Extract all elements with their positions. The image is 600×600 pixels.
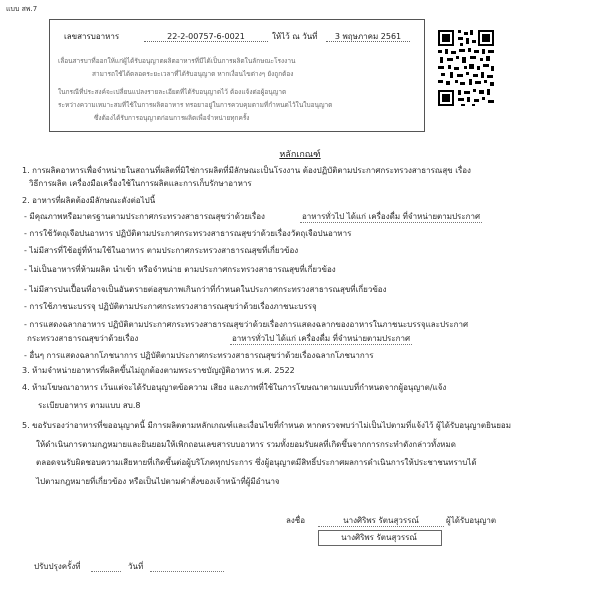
signature-name: นางศิริพร รัตนสุวรรณ์ bbox=[318, 516, 444, 527]
signature-name-print: นางศิริพร รัตนสุวรรณ์ bbox=[341, 533, 417, 542]
qr-code-icon bbox=[436, 28, 496, 108]
condition-4: 4. ห้ามโฆษณาอาหาร เว้นแต่จะได้รับอนุญาตข้อความ เสียง และภาพที่ใช้ในการโฆษณาตามแบบที่กำหนดจากผู้อนุญาต/แจ้ง bbox=[22, 383, 447, 392]
issued-date-value: 3 พฤษภาคม 2561 bbox=[326, 32, 410, 42]
updated-label: ปรับปรุงครั้งที่ bbox=[34, 562, 81, 571]
condition-5-line3: ตลอดจนรับผิดชอบความเสียหายที่เกิดขึ้นต่อผู้บริโภคทุกประการ ซึ่งผู้อนุญาตมีสิทธิ์ประกาศผลการดำเนินการให้ประชาชนทราบได้ bbox=[36, 458, 477, 467]
condition-2h: - อื่นๆ การแสดงฉลากโภชนาการ ปฏิบัติตามประกาศกระทรวงสาธารณสุขว่าด้วยเรื่องฉลากโภชนาการ bbox=[24, 351, 374, 360]
updated-date-label: วันที่ bbox=[128, 562, 144, 571]
condition-3: 3. ห้ามจำหน่ายอาหารที่ผลิตขึ้นไม่ถูกต้องตามพระราชบัญญัติอาหาร พ.ศ. 2522 bbox=[22, 366, 295, 375]
conditions-title: หลักเกณฑ์ bbox=[279, 150, 321, 160]
condition-2g: - การแสดงฉลากอาหาร ปฏิบัติตามประกาศกระทรวงสาธารณสุขว่าด้วยเรื่องการแสดงฉลากของอาหารในภาชนะบรรจุและประกาศ bbox=[24, 320, 469, 329]
cert-number-label: เลขสารบอาหาร bbox=[64, 32, 120, 41]
header-note-3: ในกรณีที่ประสงค์จะเปลี่ยนแปลงรายละเอียดที่ได้รับอนุญาตไว้ ต้องแจ้งต่อผู้อนุญาต bbox=[58, 88, 287, 96]
condition-5-line4: ไปตามกฎหมายที่เกี่ยวข้อง หรือเป็นไปตามคำสั่งของเจ้าหน้าที่ผู้มีอำนาจ bbox=[36, 477, 280, 486]
condition-2g-cont: กระทรวงสาธารณสุขว่าด้วยเรื่อง bbox=[27, 334, 139, 343]
condition-2: 2. อาหารที่ผลิตต้องมีลักษณะดังต่อไปนี้ bbox=[22, 196, 156, 205]
condition-1-cont: วิธีการผลิต เครื่องมือเครื่องใช้ในการผลิตและการเก็บรักษาอาหาร bbox=[29, 179, 252, 188]
condition-2d: - ไม่เป็นอาหารที่ห้ามผลิต นำเข้า หรือจำหน่าย ตามประกาศกระทรวงสาธารณสุขที่เกี่ยวข้อง bbox=[24, 265, 336, 274]
condition-2a-value: อาหารทั่วไป ได้แก่ เครื่องดื่ม ที่จำหน่ายตามประกาศ bbox=[302, 212, 481, 221]
header-note-4: ระหว่างความเหมาะสมที่ใช้ในการผลิตอาหาร ทรอยาอยู่ในการควบคุมตามที่กำหนดไว้ในใบอนุญาต bbox=[58, 101, 333, 109]
condition-4-cont: ระเบียบอาหาร ตามแบบ สบ.8 bbox=[38, 401, 141, 410]
condition-5: 5. ขอรับรองว่าอาหารที่ขออนุญาตนี้ มีการผลิตตามหลักเกณฑ์และเงื่อนไขที่กำหนด หากตรวจพบว่าไม่เป็นไปตามที่แจ้งไว้ ผู้ได้รับอนุญาตยินยอม bbox=[22, 421, 511, 430]
condition-1: 1. การผลิตอาหารเพื่อจำหน่ายในสถานที่ผลิตที่มิใช่การผลิตที่มีลักษณะเป็นโรงงาน ต้องปฏิบัติตามประกาศกระทรวงสาธารณสุข เรื่อง bbox=[22, 166, 471, 175]
condition-2f: - การใช้ภาชนะบรรจุ ปฏิบัติตามประกาศกระทรวงสาธารณสุขว่าด้วยเรื่องภาชนะบรรจุ bbox=[24, 302, 317, 311]
condition-5-line2: ให้ดำเนินการตามกฎหมายและยินยอมให้เพิกถอนเลขสารบบอาหาร รวมทั้งยอมรับผลที่เกิดขึ้นจากการกระทำดังกล่าวทั้งหมด bbox=[36, 440, 456, 449]
condition-2c: - ไม่มีสารที่ใช้อยู่ที่ห้ามใช้ในอาหาร ตามประกาศกระทรวงสาธารณสุขที่เกี่ยวข้อง bbox=[24, 246, 299, 255]
signature-prefix: ลงชื่อ bbox=[286, 516, 306, 525]
signature-role: ผู้ได้รับอนุญาต bbox=[446, 516, 497, 525]
condition-2e: - ไม่มีสารปนเปื้อนที่อาจเป็นอันตรายต่อสุขภาพเกินกว่าที่กำหนดในประกาศกระทรวงสาธารณสุขที่เกี่ยวข้อง bbox=[24, 285, 387, 294]
updated-date-line bbox=[150, 571, 224, 572]
condition-2b: - การใช้วัตถุเจือปนอาหาร ปฏิบัติตามประกาศกระทรวงสาธารณสุขว่าด้วยเรื่องวัตถุเจือปนอาหาร bbox=[24, 229, 352, 238]
updated-number-line bbox=[91, 571, 121, 572]
issued-date-label: ให้ไว้ ณ วันที่ bbox=[272, 32, 318, 41]
header-note-1: เลื่อนสารบาที่ออกให้แก่ผู้ได้รับอนุญาตผลิตอาหารที่มีได้เป็นการผลิตในลักษณะโรงงาน bbox=[58, 57, 296, 65]
cert-number-value: 22-2-00757-6-0021 bbox=[144, 32, 268, 42]
condition-2a: - มีคุณภาพหรือมาตรฐานตามประกาศกระทรวงสาธารณสุขว่าด้วยเรื่อง bbox=[24, 212, 265, 221]
form-code: แบบ สพ.7 bbox=[6, 5, 38, 13]
header-note-5: ซึ่งต้องได้รับการอนุญาตก่อนการผลิตเพื่อจำหน่ายทุกครั้ง bbox=[94, 114, 250, 122]
condition-2g-value: อาหารทั่วไป ได้แก่ เครื่องดื่ม ที่จำหน่ายตามประกาศ bbox=[232, 334, 411, 343]
header-note-2: สามารถใช้ได้ตลอดระยะเวลาที่ได้รับอนุญาต หากเงื่อนไขต่างๆ ยังถูกต้อง bbox=[92, 70, 294, 78]
